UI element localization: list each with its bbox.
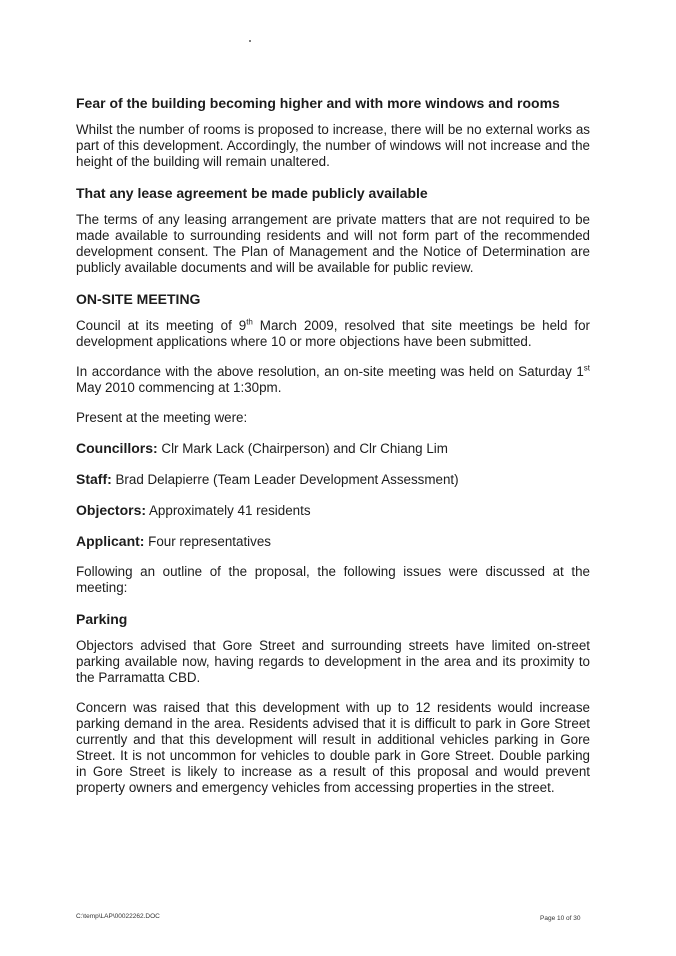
- text-part: In accordance with the above resolution, an on-site meeting was held on Saturday 1: [76, 364, 584, 379]
- value-councillors: Clr Mark Lack (Chairperson) and Clr Chiang Lim: [157, 441, 448, 456]
- text-part: Council at its meeting of 9: [76, 318, 247, 333]
- paragraph-fear: Whilst the number of rooms is proposed to increase, there will be no external works as part of this development. Accordingly, the number of windows will not increase and the height of the building will remain unaltered.: [76, 122, 590, 169]
- paragraph-following: Following an outline of the proposal, the following issues were discussed at the meeting:: [76, 564, 590, 595]
- attendees-councillors: [76, 440, 590, 457]
- paragraph-parking-2: Concern was raised that this development with up to 12 residents would increase parking demand in the area. Residents advised that it is difficult to park in Gore Street currently and that this development will result in additional vehicles parking in Gore Street. It is not uncommon for vehicles to double park in Gore Street. Double parking in Gore Street is likely to increase as a result of this proposal and would prevent property owners and emergency vehicles from accessing properties in the street.: [76, 700, 590, 795]
- paragraph-parking-1: Objectors advised that Gore Street and surrounding streets have limited on-street parking available now, having regards to development in the area and its proximity to the Parramatta CBD.: [76, 638, 590, 685]
- superscript: st: [583, 363, 590, 373]
- heading-onsite-meeting: ON-SITE MEETING: [76, 291, 201, 307]
- paragraph-council-meeting: [76, 318, 590, 350]
- label-objectors: Objectors:: [76, 502, 147, 518]
- attendees-applicant: [76, 533, 590, 550]
- document-body: [76, 94, 590, 810]
- value-objectors: Approximately 41 residents: [146, 503, 311, 518]
- superscript: th: [246, 317, 253, 327]
- heading-fear: Fear of the building becoming higher and with more windows and rooms: [76, 95, 560, 111]
- attendees-objectors: [76, 502, 590, 519]
- label-applicant: Applicant:: [76, 533, 145, 549]
- footer-page-number: Page 10 of 30: [540, 915, 581, 922]
- heading-parking: Parking: [76, 611, 128, 627]
- value-applicant: Four representatives: [144, 534, 271, 549]
- paragraph-resolution: [76, 364, 590, 396]
- label-councillors: Councillors:: [76, 440, 158, 456]
- paragraph-lease: The terms of any leasing arrangement are private matters that are not required to be made available to surrounding residents and will not form part of the recommended development consent. The Plan of Management and the Notice of Determination are publicly available documents and will be available for public review.: [76, 212, 590, 275]
- value-staff: Brad Delapierre (Team Leader Development Assessment): [111, 472, 459, 487]
- text-part: May 2010 commencing at 1:30pm.: [76, 380, 282, 395]
- footer-file-path: C:\temp\LAP\00022262.DOC: [76, 913, 160, 920]
- attendees-staff: [76, 471, 590, 488]
- scan-mark: [249, 40, 251, 42]
- text-part: March 2009, resolved that site meetings be held for development applications where 10 or more objections have been submitted.: [76, 318, 591, 349]
- paragraph-present: Present at the meeting were:: [76, 410, 248, 425]
- heading-lease: That any lease agreement be made publicly available: [76, 185, 428, 201]
- label-staff: Staff:: [76, 471, 112, 487]
